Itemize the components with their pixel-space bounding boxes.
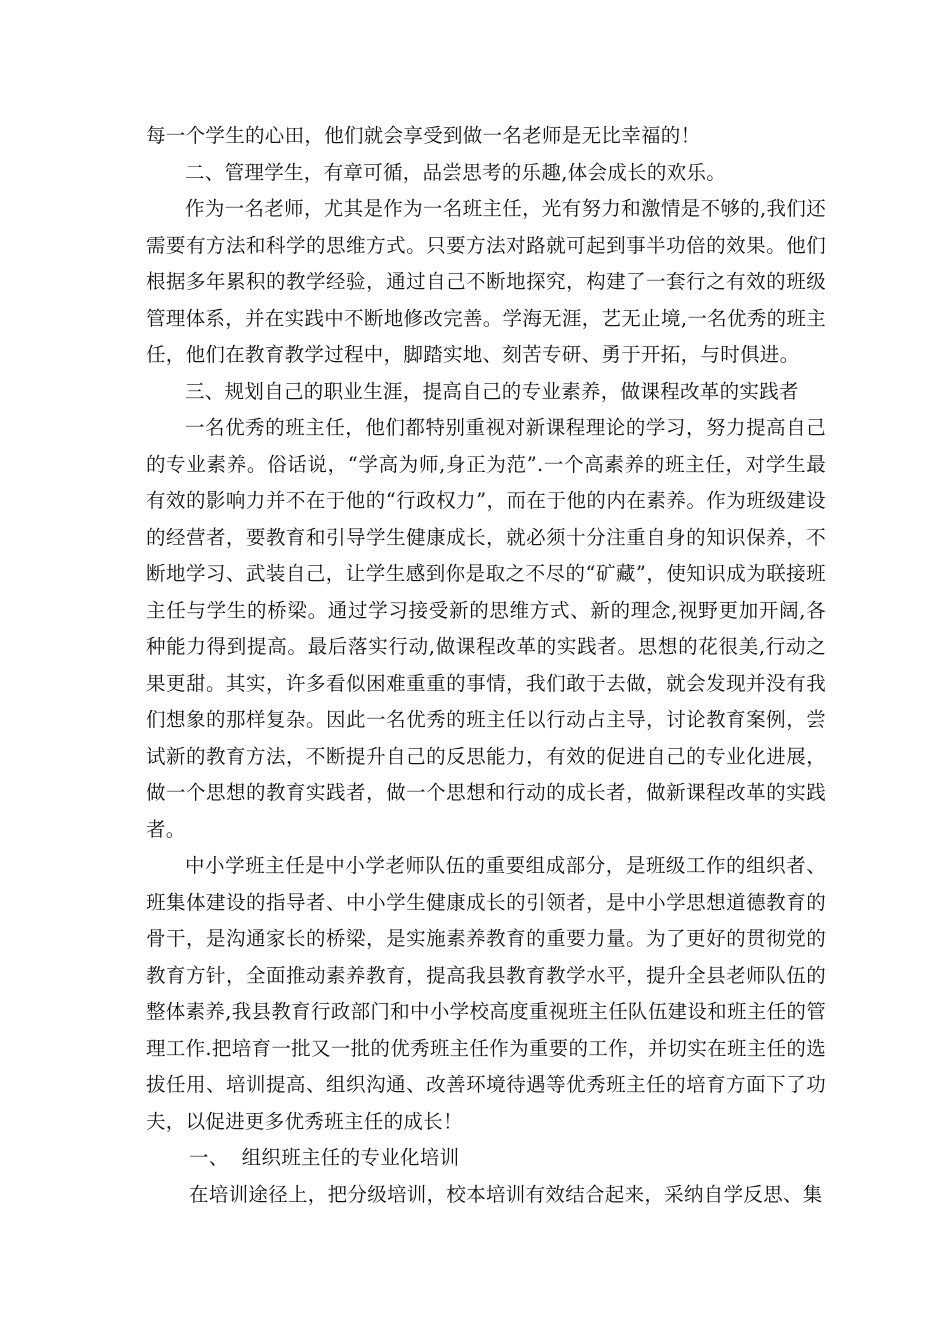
paragraph-training: 在培训途径上，把分级培训，校本培训有效结合起来，采纳自学反思、集	[189, 1182, 823, 1206]
section-heading-3: 三、规划自己的职业生涯，提高自己的专业素养，做课程改革的实践者	[185, 379, 799, 403]
paragraph-continuation: 每一个学生的心田，他们就会享受到做一名老师是无比幸福的！	[146, 124, 701, 147]
subsection-heading-1: 一、 组织班主任的专业化培训	[189, 1146, 460, 1169]
section-heading-2: 二、管理学生，有章可循，品尝思考的乐趣,体会成长的欢乐。	[185, 160, 727, 184]
paragraph-class-teacher-role: 中小学班主任是中小学老师队伍的重要组成部分，是班级工作的组织者、班集体建设的指导者、中小学生健康成长的引领者，是中小学思想道德教育的骨干，是沟通家长的桥梁，是实施素养教育的重要力量。为了更好的贯彻党的教育方针，全面推动素养教育，提高我县教育教学水平，提升全县老师队伍的整体素养,我县教育行政部门和中小学校高度重视班主任队伍建设和班主任的管理工作.把培育一批又一批的优秀班主任作为重要的工作，并切实在班主任的选拔任用、培训提高、组织沟通、改善环境待遇等优秀班主任的培育方面下了功夫，以促进更多优秀班主任的成长！	[146, 854, 826, 1133]
document-body	[146, 118, 826, 1213]
paragraph-methods: 作为一名老师，尤其是作为一名班主任，光有努力和激情是不够的,我们还需要有方法和科学的思维方式。只要方法对路就可起到事半功倍的效果。他们根据多年累积的教学经验，通过自己不断地探究，构建了一套行之有效的班级管理体系，并在实践中不断地修改完善。学海无涯，艺无止境,一名优秀的班主任，他们在教育教学过程中，脚踏实地、刻苦专研、勇于开拓，与时俱进。	[146, 197, 826, 366]
paragraph-professional-quality: 一名优秀的班主任，他们都特别重视对新课程理论的学习，努力提高自己的专业素养。俗话说，“学高为师,身正为范”.一个高素养的班主任，对学生最有效的影响力并不在于他的“行政权力”，而在于他的内在素养。作为班级建设的经营者，要教育和引导学生健康成长，就必须十分注重自身的知识保养，不断地学习、武装自己，让学生感到你是取之不尽的“矿藏”，使知识成为联接班主任与学生的桥梁。通过学习接受新的思维方式、新的理念,视野更加开阔,各种能力得到提高。最后落实行动,做课程改革的实践者。思想的花很美,行动之果更甜。其实，许多看似困难重重的事情，我们敢于去做，就会发现并没有我们想象的那样复杂。因此一名优秀的班主任以行动占主导，讨论教育案例，尝试新的教育方法，不断提升自己的反思能力，有效的促进自己的专业化进展，做一个思想的教育实践者，做一个思想和行动的成长者，做新课程改革的实践者。	[146, 416, 826, 841]
